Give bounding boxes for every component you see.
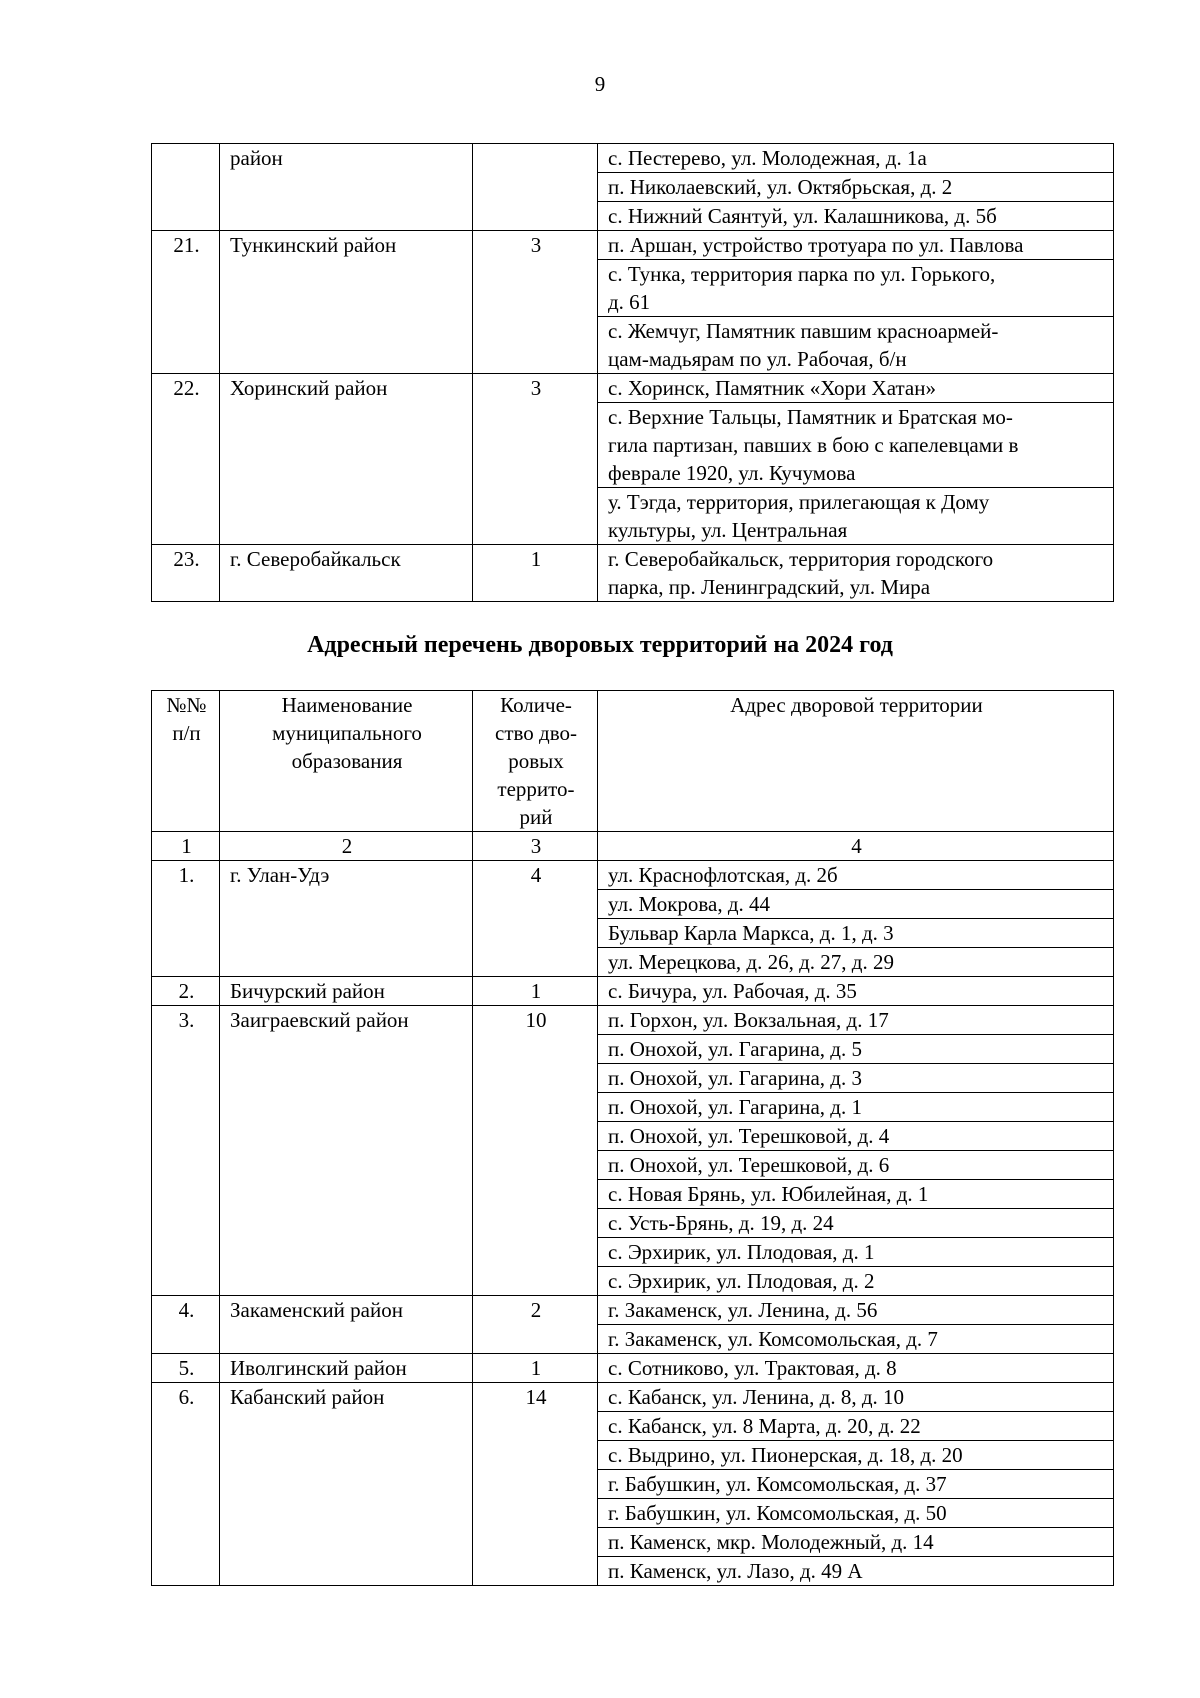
- address-cell: с. Верхние Тальцы, Памятник и Братская мо- гила партизан, павших в бою с капелевцами в феврале 1920, ул. Кучумова: [598, 403, 1114, 488]
- table-row: [152, 144, 1114, 173]
- row-number: 4.: [152, 1296, 220, 1354]
- row-number: 23.: [152, 545, 220, 602]
- column-number: 2: [220, 832, 473, 861]
- address-cell: с. Сотниково, ул. Трактовая, д. 8: [598, 1354, 1114, 1383]
- address-cell: ул. Мерецкова, д. 26, д. 27, д. 29: [598, 948, 1114, 977]
- address-cell: г. Бабушкин, ул. Комсомольская, д. 37: [598, 1470, 1114, 1499]
- address-cell: с. Выдрино, ул. Пионерская, д. 18, д. 20: [598, 1441, 1114, 1470]
- table-row: [152, 977, 1114, 1006]
- table-row: [152, 231, 1114, 260]
- row-number: 2.: [152, 977, 220, 1006]
- territory-count: 4: [473, 861, 598, 977]
- header-municipality: Наименование муниципального образования: [220, 691, 473, 832]
- row-number: [152, 144, 220, 231]
- table-row: [152, 1354, 1114, 1383]
- row-number: 6.: [152, 1383, 220, 1586]
- courtyard-table: [151, 690, 1114, 1586]
- table-header-row: [152, 691, 1114, 832]
- municipality-name: Кабанский район: [220, 1383, 473, 1586]
- territory-count: 14: [473, 1383, 598, 1586]
- table-row: [152, 1383, 1114, 1412]
- municipality-name: Закаменский район: [220, 1296, 473, 1354]
- territory-count: 1: [473, 1354, 598, 1383]
- address-cell: с. Усть-Брянь, д. 19, д. 24: [598, 1209, 1114, 1238]
- address-cell: с. Бичура, ул. Рабочая, д. 35: [598, 977, 1114, 1006]
- row-number: 5.: [152, 1354, 220, 1383]
- municipality-name: Хоринский район: [220, 374, 473, 545]
- address-cell: Бульвар Карла Маркса, д. 1, д. 3: [598, 919, 1114, 948]
- column-number-row: [152, 832, 1114, 861]
- address-cell: п. Онохой, ул. Терешковой, д. 4: [598, 1122, 1114, 1151]
- address-cell: ул. Мокрова, д. 44: [598, 890, 1114, 919]
- header-num: №№ п/п: [152, 691, 220, 832]
- address-cell: с. Кабанск, ул. 8 Марта, д. 20, д. 22: [598, 1412, 1114, 1441]
- address-cell: с. Тунка, территория парка по ул. Горького, д. 61: [598, 260, 1114, 317]
- municipality-name: Заиграевский район: [220, 1006, 473, 1296]
- territory-count: 3: [473, 374, 598, 545]
- address-cell: с. Эрхирик, ул. Плодовая, д. 2: [598, 1267, 1114, 1296]
- address-cell: г. Закаменск, ул. Комсомольская, д. 7: [598, 1325, 1114, 1354]
- address-cell: с. Эрхирик, ул. Плодовая, д. 1: [598, 1238, 1114, 1267]
- table-row: [152, 1296, 1114, 1325]
- address-cell: с. Новая Брянь, ул. Юбилейная, д. 1: [598, 1180, 1114, 1209]
- municipality-name: Тункинский район: [220, 231, 473, 374]
- page-number: 9: [594, 72, 606, 96]
- territory-count: 10: [473, 1006, 598, 1296]
- row-number: 3.: [152, 1006, 220, 1296]
- municipality-name: г. Северобайкальск: [220, 545, 473, 602]
- address-cell: п. Каменск, ул. Лазо, д. 49 А: [598, 1557, 1114, 1586]
- row-number: 1.: [152, 861, 220, 977]
- address-cell: п. Онохой, ул. Терешковой, д. 6: [598, 1151, 1114, 1180]
- municipality-name: г. Улан-Удэ: [220, 861, 473, 977]
- table-row: [152, 1006, 1114, 1035]
- territory-count: 3: [473, 231, 598, 374]
- territory-count: 2: [473, 1296, 598, 1354]
- address-cell: п. Онохой, ул. Гагарина, д. 3: [598, 1064, 1114, 1093]
- column-number: 4: [598, 832, 1114, 861]
- row-number: 21.: [152, 231, 220, 374]
- address-cell: г. Бабушкин, ул. Комсомольская, д. 50: [598, 1499, 1114, 1528]
- column-number: 3: [473, 832, 598, 861]
- address-cell: г. Закаменск, ул. Ленина, д. 56: [598, 1296, 1114, 1325]
- address-cell: п. Николаевский, ул. Октябрьская, д. 2: [598, 173, 1114, 202]
- territory-count: 1: [473, 545, 598, 602]
- address-cell: с. Нижний Саянтуй, ул. Калашникова, д. 5б: [598, 202, 1114, 231]
- address-cell: п. Онохой, ул. Гагарина, д. 1: [598, 1093, 1114, 1122]
- address-cell: г. Северобайкальск, территория городского парка, пр. Ленинградский, ул. Мира: [598, 545, 1114, 602]
- section-title: Адресный перечень дворовых территорий на 2024 год: [307, 632, 893, 658]
- table-row: [152, 374, 1114, 403]
- address-cell: п. Аршан, устройство тротуара по ул. Павлова: [598, 231, 1114, 260]
- header-address: Адрес дворовой территории: [598, 691, 1114, 832]
- row-number: 22.: [152, 374, 220, 545]
- address-cell: п. Горхон, ул. Вокзальная, д. 17: [598, 1006, 1114, 1035]
- address-cell: у. Тэгда, территория, прилегающая к Дому культуры, ул. Центральная: [598, 488, 1114, 545]
- territory-count: 1: [473, 977, 598, 1006]
- municipality-name: район: [220, 144, 473, 231]
- column-number: 1: [152, 832, 220, 861]
- table-row: [152, 545, 1114, 602]
- continued-table: [151, 143, 1114, 602]
- address-cell: ул. Краснофлотская, д. 2б: [598, 861, 1114, 890]
- table-row: [152, 861, 1114, 890]
- municipality-name: Бичурский район: [220, 977, 473, 1006]
- municipality-name: Иволгинский район: [220, 1354, 473, 1383]
- address-cell: п. Онохой, ул. Гагарина, д. 5: [598, 1035, 1114, 1064]
- territory-count: [473, 144, 598, 231]
- address-cell: п. Каменск, мкр. Молодежный, д. 14: [598, 1528, 1114, 1557]
- header-count: Количе- ство дво- ровых террито- рий: [473, 691, 598, 832]
- address-cell: с. Пестерево, ул. Молодежная, д. 1а: [598, 144, 1114, 173]
- address-cell: с. Кабанск, ул. Ленина, д. 8, д. 10: [598, 1383, 1114, 1412]
- address-cell: с. Хоринск, Памятник «Хори Хатан»: [598, 374, 1114, 403]
- address-cell: с. Жемчуг, Памятник павшим красноармей- цам-мадьярам по ул. Рабочая, б/н: [598, 317, 1114, 374]
